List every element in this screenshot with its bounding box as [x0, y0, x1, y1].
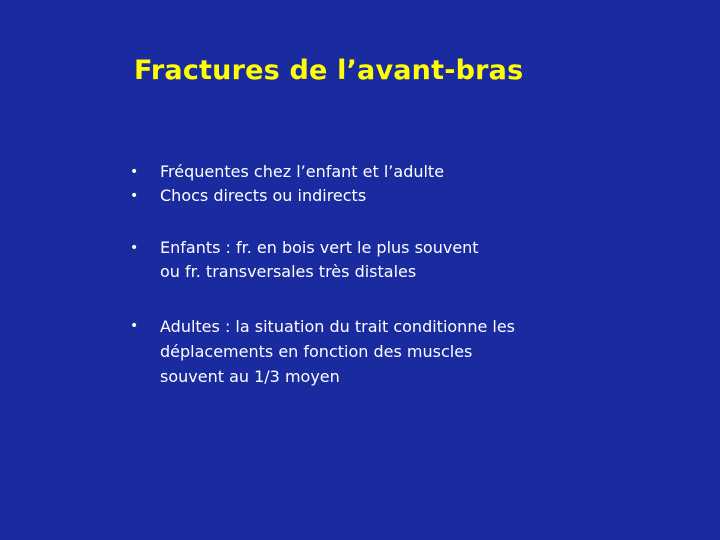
bullet-text: Adultes : la situation du trait conditionne les — [160, 317, 516, 336]
bullet-item — [130, 314, 515, 389]
bullet-icon: • — [130, 318, 139, 334]
bullet-text-continuation: ou fr. transversales très distales — [160, 262, 417, 281]
bullet-item — [130, 236, 479, 284]
bullet-item — [130, 184, 444, 208]
bullet-group-3 — [130, 314, 515, 389]
bullet-icon: • — [130, 240, 139, 256]
bullet-item — [130, 160, 444, 184]
bullet-icon: • — [130, 188, 139, 204]
bullet-text: Fréquentes chez l’enfant et l’adulte — [160, 162, 445, 181]
bullet-text: Enfants : fr. en bois vert le plus souvent — [160, 238, 479, 257]
bullet-group-1 — [130, 160, 444, 208]
bullet-group-2 — [130, 236, 479, 284]
bullet-text-continuation: souvent au 1/3 moyen — [160, 367, 340, 386]
bullet-text-continuation: déplacements en fonction des muscles — [160, 342, 473, 361]
slide-title: Fractures de l’avant-bras — [134, 55, 524, 86]
bullet-text: Chocs directs ou indirects — [160, 186, 367, 205]
bullet-icon: • — [130, 164, 139, 180]
